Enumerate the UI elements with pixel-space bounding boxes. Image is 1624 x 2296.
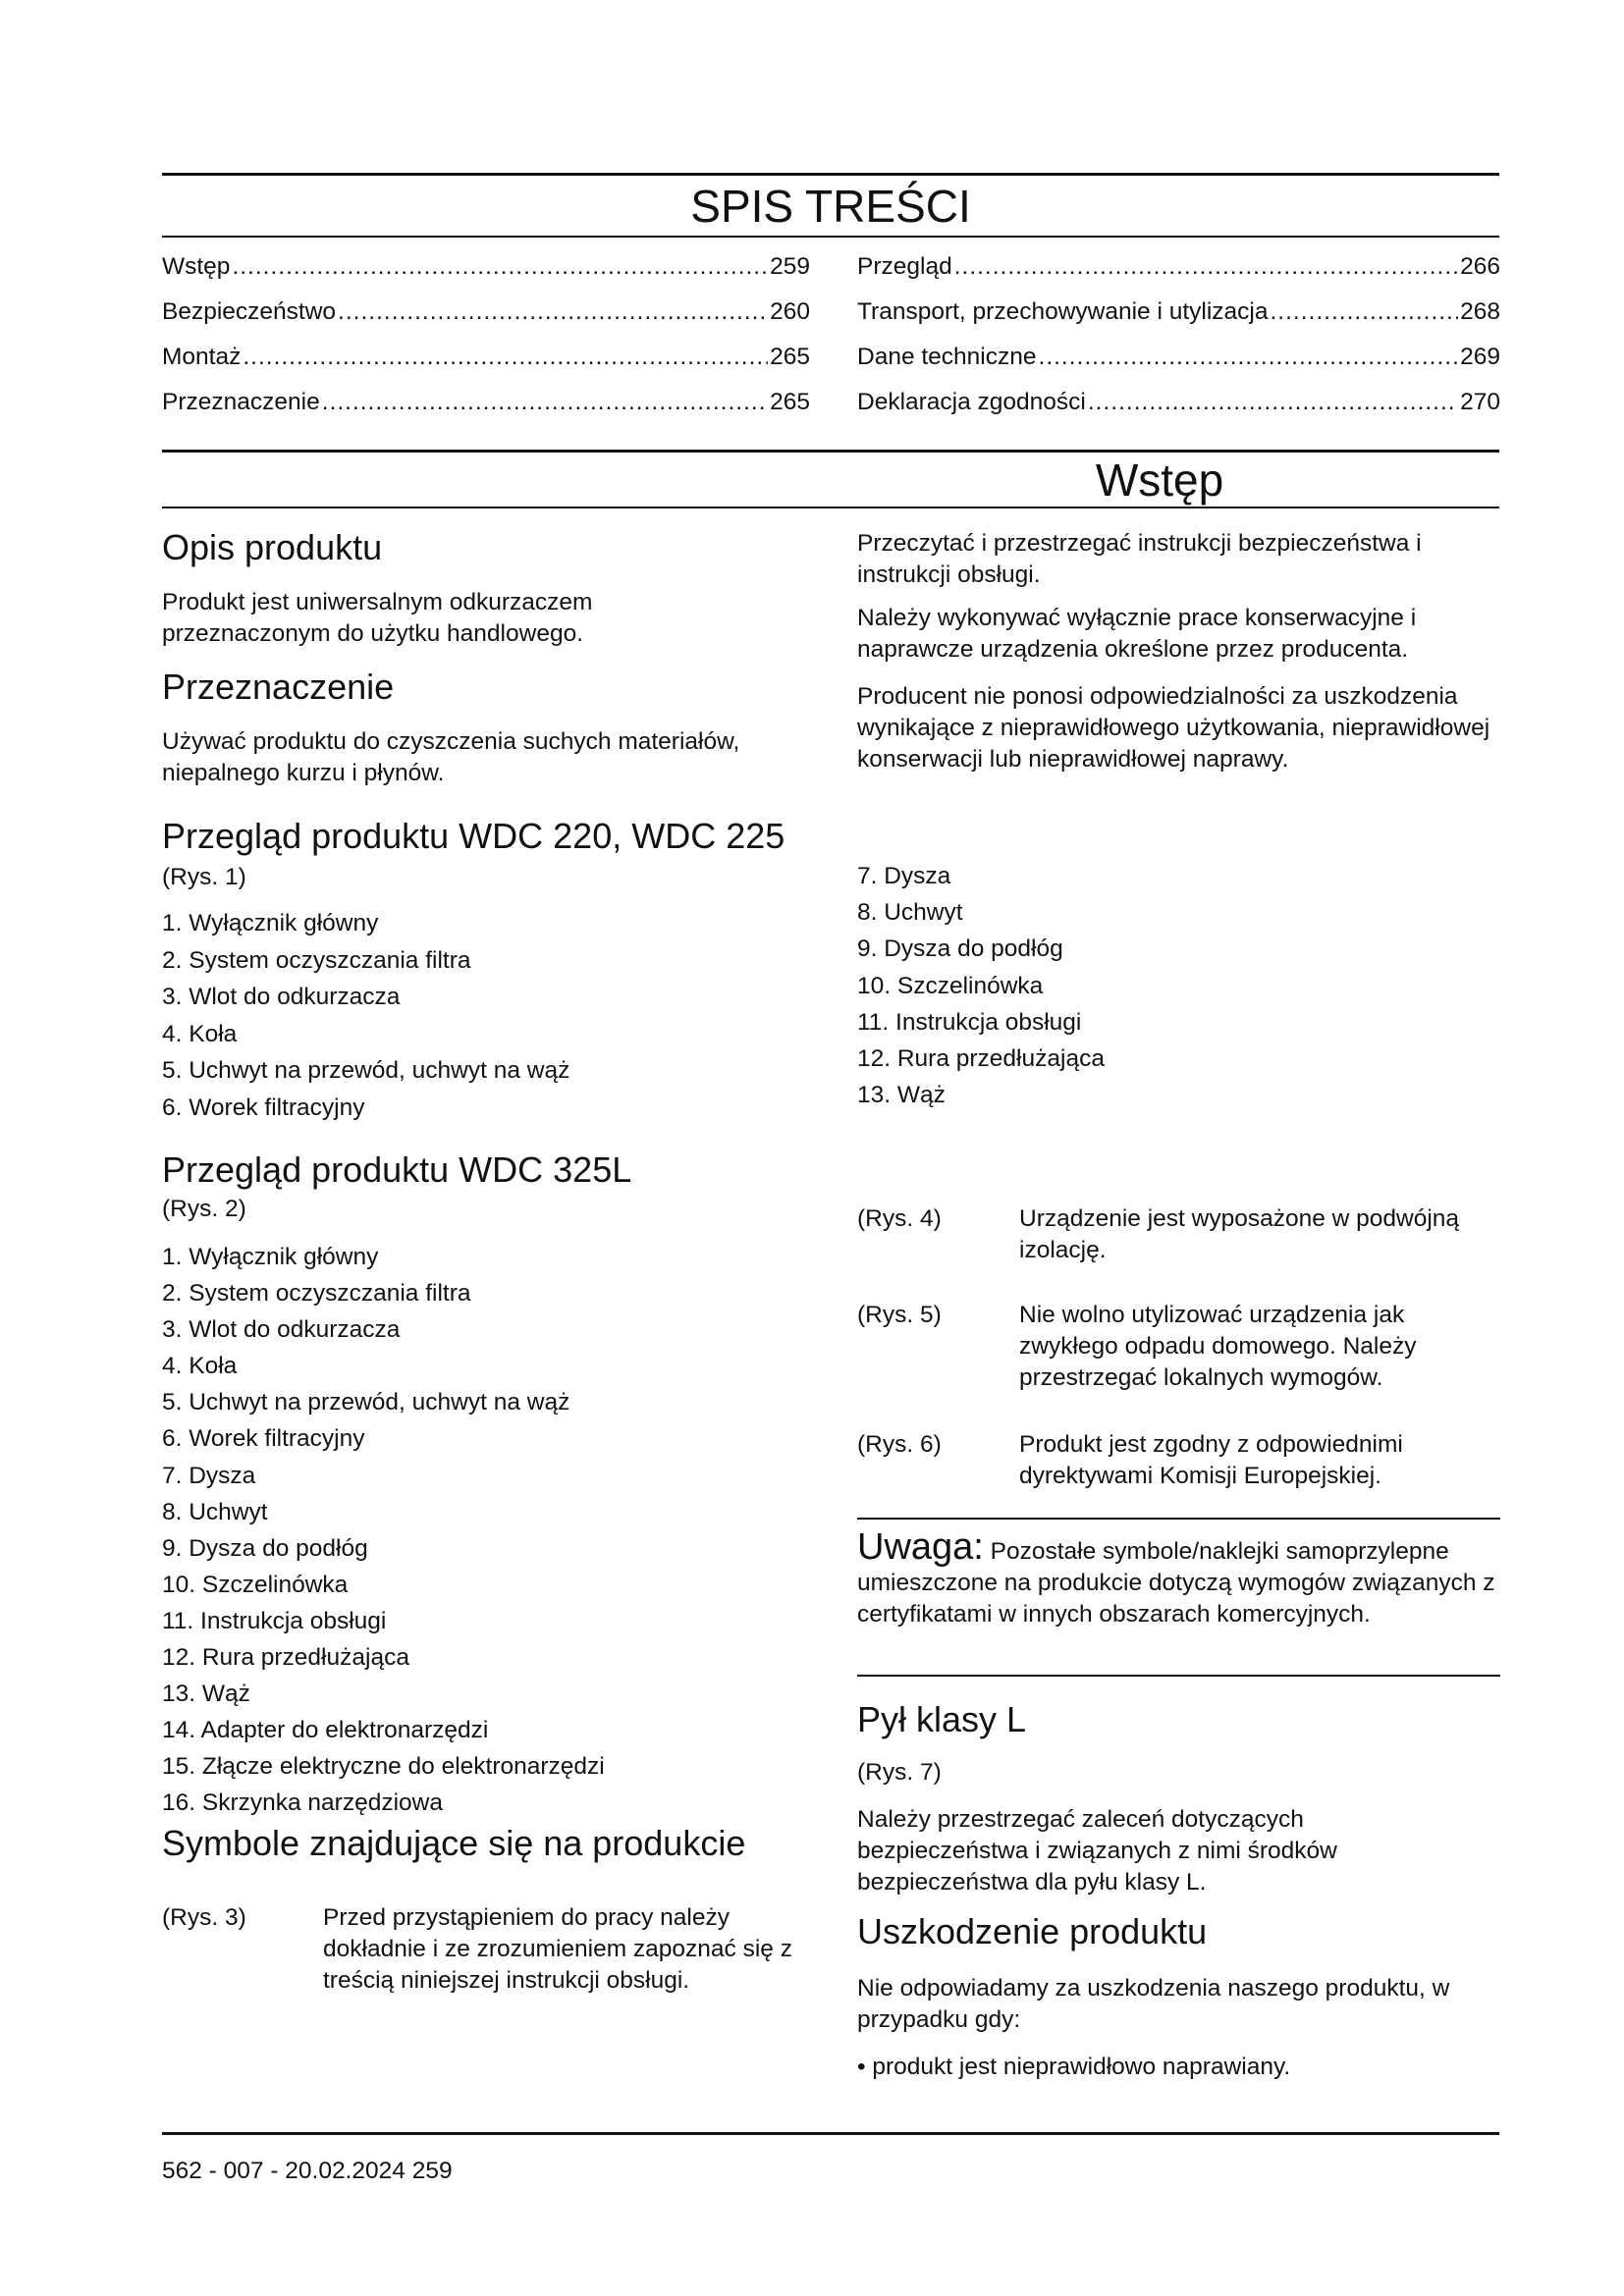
toc-entry-page: 265: [770, 344, 810, 370]
toc-entry-label: Wstęp: [162, 253, 231, 280]
list-item: 9. Dysza do podłóg: [162, 1534, 368, 1562]
list-item: 2. System oczyszczania filtra: [162, 946, 471, 974]
list-item: 6. Worek filtracyjny: [162, 1094, 365, 1121]
list-item: 4. Koła: [162, 1020, 238, 1047]
overview2-list: [162, 1239, 810, 1822]
list-item: 10. Szczelinówka: [162, 1571, 349, 1598]
list-item: 5. Uchwyt na przewód, uchwyt na wąż: [162, 1057, 570, 1084]
list-item: 1. Wyłącznik główny: [162, 1244, 379, 1270]
list-item: 14. Adapter do elektronarzędzi: [162, 1717, 489, 1744]
uszkodzenie-heading: Uszkodzenie produktu: [857, 1911, 1208, 1951]
toc-leader: [338, 296, 768, 328]
toc-entry[interactable]: [857, 296, 1500, 328]
uwaga-bottom-rule: [857, 1675, 1500, 1677]
toc-leader: [243, 342, 768, 373]
toc-title: SPIS TREŚCI: [690, 181, 971, 232]
toc-entry-page: 268: [1460, 298, 1500, 325]
symbol-text: Przed przystąpieniem do pracy należy dokładnie i ze zrozumieniem zapoznać się z treścią niniejszej instrukcji obsługi.: [323, 1904, 792, 1994]
uwaga-top-rule: [857, 1518, 1500, 1520]
toc-entry[interactable]: [162, 296, 810, 328]
list-item: 10. Szczelinówka: [857, 972, 1044, 999]
toc-entry-page: 265: [770, 389, 810, 415]
toc-entry-label: Dane techniczne: [857, 344, 1037, 370]
uszkodzenie-text: Nie odpowiadamy za uszkodzenia naszego produktu, w przypadku gdy:: [857, 1975, 1450, 2033]
symbol-ref: (Rys. 5): [857, 1302, 942, 1328]
list-item: 15. Złącze elektryczne do elektronarzędzi: [162, 1753, 605, 1781]
toc-entry-label: Montaż: [162, 344, 242, 370]
symbol-row: [857, 1203, 1500, 1272]
symbol-ref: (Rys. 3): [162, 1904, 246, 1931]
toc-rule: [162, 236, 1499, 238]
list-item: 11. Instrukcja obsługi: [857, 1008, 1082, 1036]
pyl-text: Należy przestrzegać zaleceń dotyczących bezpieczeństwa i związanych z nimi środków bezpieczeństwa dla pyłu klasy L.: [857, 1806, 1337, 1896]
przeznaczenie-heading: Przeznaczenie: [162, 667, 395, 707]
toc-entry[interactable]: [162, 342, 810, 373]
toc-leader: [954, 251, 1458, 283]
toc-entry-label: Deklaracja zgodności: [857, 389, 1086, 415]
toc-entry[interactable]: [162, 251, 810, 283]
list-item: 3. Wlot do odkurzacza: [162, 1316, 401, 1344]
symbol-row: [857, 1300, 1500, 1398]
pyl-ref: (Rys. 7): [857, 1759, 942, 1786]
toc-entry-page: 269: [1460, 344, 1500, 370]
list-item: 6. Worek filtracyjny: [162, 1425, 365, 1453]
footer-code: 562 - 007 - 20.02.2024: [162, 2158, 406, 2184]
list-item: 7. Dysza: [162, 1462, 256, 1489]
opis-heading: Opis produktu: [162, 527, 383, 567]
symbols-heading: Symbole znajdujące się na produkcie: [162, 1823, 746, 1863]
overview1-ref: (Rys. 1): [162, 864, 246, 890]
toc-entry-label: Przeznaczenie: [162, 389, 320, 415]
symbol-text: Urządzenie jest wyposażone w podwójną izolację.: [1019, 1205, 1460, 1263]
uszkodzenie-bullet: • produkt jest nieprawidłowo naprawiany.: [857, 2052, 1486, 2083]
overview1-list-left: [162, 905, 810, 1126]
uwaga-text: Pozostałe symbole/naklejki samoprzylepne umieszczone na produkcie dotyczą wymogów związanych z certyfikatami w innych obszarach komercyjnych.: [857, 1538, 1495, 1628]
list-item: 12. Rura przedłużająca: [162, 1644, 409, 1672]
footer-page-number: 259: [411, 2158, 453, 2184]
intro-p1: Przeczytać i przestrzegać instrukcji bezpieczeństwa i instrukcji obsługi.: [857, 530, 1422, 588]
section-title: Wstęp: [1095, 454, 1224, 506]
symbol-ref: (Rys. 4): [857, 1205, 942, 1232]
toc-entry-page: 260: [770, 298, 810, 325]
list-item: 4. Koła: [162, 1353, 238, 1380]
toc-leader: [322, 387, 768, 418]
list-item: 7. Dysza: [857, 863, 951, 889]
uwaga-label: Uwaga:: [857, 1526, 984, 1568]
list-item: 11. Instrukcja obsługi: [162, 1607, 387, 1634]
toc-entry-label: Przegląd: [857, 253, 952, 280]
list-item: 5. Uchwyt na przewód, uchwyt na wąż: [162, 1389, 570, 1416]
toc-entry[interactable]: [162, 387, 810, 418]
symbol-text: Produkt jest zgodny z odpowiednimi dyrektywami Komisji Europejskiej.: [1019, 1431, 1403, 1489]
toc-leader: [1271, 296, 1459, 328]
intro-p2: Należy wykonywać wyłącznie prace konserwacyjne i naprawcze urządzenia określone przez producenta.: [857, 605, 1417, 663]
uwaga-note: [857, 1526, 1500, 1630]
toc-entry-page: 270: [1460, 389, 1500, 415]
list-item: 8. Uchwyt: [162, 1498, 268, 1525]
list-item: 3. Wlot do odkurzacza: [162, 984, 401, 1010]
toc-entry-page: 266: [1460, 253, 1500, 280]
pyl-heading: Pył klasy L: [857, 1699, 1027, 1739]
overview2-heading: Przegląd produktu WDC 325L: [162, 1149, 632, 1190]
symbol-row: [162, 1902, 810, 2001]
footer: [162, 2156, 453, 2187]
toc-leader: [232, 251, 768, 283]
footer-rule: [162, 2132, 1499, 2135]
intro-p3: Producent nie ponosi odpowiedzialności za uszkodzenia wynikające z nieprawidłowego użytkowania, nieprawidłowej konserwacji lub nieprawidłowej naprawy.: [857, 683, 1490, 773]
list-item: 12. Rura przedłużająca: [857, 1045, 1105, 1073]
toc-entry-page: 259: [770, 253, 810, 280]
symbol-row: [857, 1429, 1500, 1498]
list-item: 13. Wąż: [857, 1082, 946, 1109]
top-rule: [162, 173, 1499, 176]
symbol-text: Nie wolno utylizować urządzenia jak zwykłego odpadu domowego. Należy przestrzegać lokalnych wymogów.: [1019, 1302, 1417, 1391]
toc-leader: [1039, 342, 1459, 373]
list-item: 2. System oczyszczania filtra: [162, 1280, 471, 1308]
przeznaczenie-text: Używać produktu do czyszczenia suchych materiałów, niepalnego kurzu i płynów.: [162, 728, 740, 786]
list-item: 16. Skrzynka narzędziowa: [162, 1789, 443, 1817]
toc-entry[interactable]: [857, 387, 1500, 418]
overview1-heading: Przegląd produktu WDC 220, WDC 225: [162, 816, 785, 856]
overview2-ref: (Rys. 2): [162, 1196, 246, 1222]
toc-leader: [1088, 387, 1458, 418]
toc-entry-label: Transport, przechowywanie i utylizacja: [857, 298, 1269, 325]
toc-entry-label: Bezpieczeństwo: [162, 298, 337, 325]
section-bottom-rule: [162, 507, 1499, 508]
toc-entry[interactable]: [857, 251, 1500, 283]
list-item: 1. Wyłącznik główny: [162, 910, 379, 936]
list-item: 8. Uchwyt: [857, 899, 963, 927]
list-item: 13. Wąż: [162, 1681, 250, 1708]
toc-entry[interactable]: [857, 342, 1500, 373]
symbol-ref: (Rys. 6): [857, 1431, 942, 1458]
opis-text: Produkt jest uniwersalnym odkurzaczem przeznaczonym do użytku handlowego.: [162, 589, 593, 647]
overview1-list-right: [857, 858, 1495, 1113]
list-item: 9. Dysza do podłóg: [857, 935, 1063, 963]
